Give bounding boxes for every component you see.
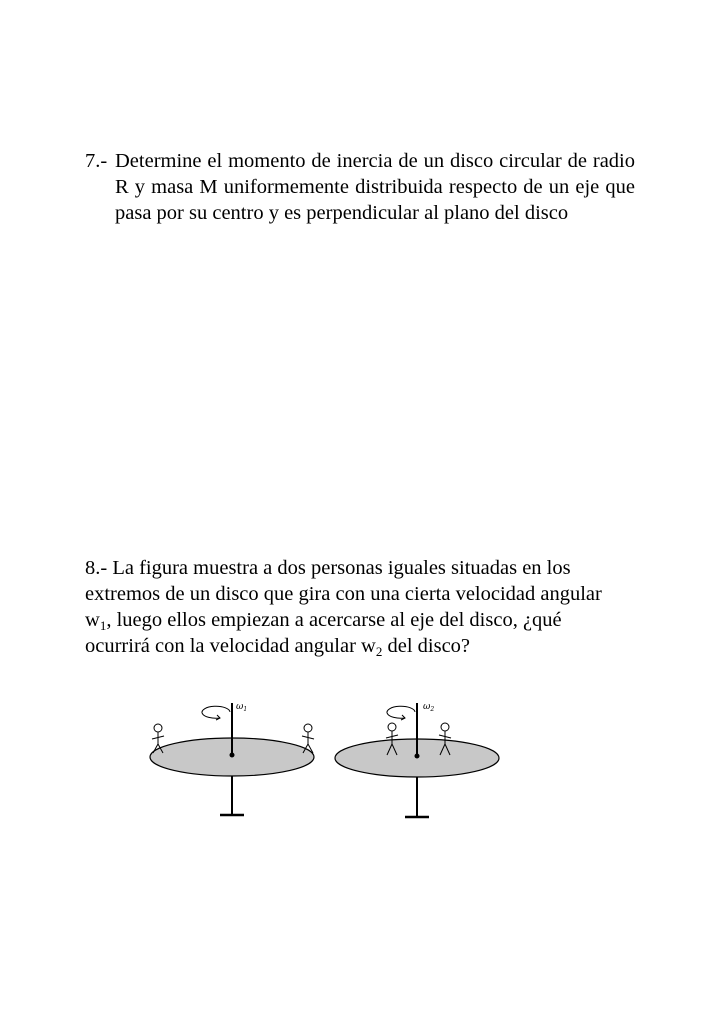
left-rotation-arrow: [202, 706, 230, 718]
right-rotation-arrow: [387, 706, 415, 718]
problem-8-line-3: [85, 607, 645, 633]
problem-7: [85, 148, 635, 226]
problem-8-line-4: [85, 633, 645, 659]
right-omega-label: $\omega_2$: [423, 702, 435, 713]
problem-7-number: 7.-: [85, 150, 108, 172]
left-omega-label: $\omega_1$: [236, 702, 248, 713]
w2-subscript: 2: [375, 644, 383, 659]
problem-7-text: Determine el momento de inercia de un disco circular de radio R y masa M uniformemente distribuida respecto de un eje que pasa por su centro y es perpendicular al plano del disco: [115, 150, 635, 224]
problem-8-line-1: 8.- La figura muestra a dos personas iguales situadas en los: [85, 557, 571, 579]
problem-8-line-4-rest: del disco?: [382, 635, 471, 657]
left-axis-center: [230, 753, 235, 758]
left-disc-assembly: [150, 702, 314, 815]
problem-8-line-4-pre: ocurrirá con la velocidad angular w: [85, 635, 376, 657]
problem-8: [85, 555, 645, 659]
w1-variable: w: [85, 609, 100, 631]
w1-subscript: 1: [99, 618, 107, 633]
right-arrow-head: [401, 715, 405, 720]
rotating-discs-figure: [140, 695, 520, 825]
right-disc-assembly: [335, 702, 499, 817]
left-arrow-head: [216, 715, 220, 720]
problem-8-line-3-rest: , luego ellos empiezan a acercarse al eje del disco, ¿qué: [106, 609, 562, 631]
problem-8-line-2: extremos de un disco que gira con una cierta velocidad angular: [85, 583, 602, 605]
right-axis-center: [415, 754, 420, 759]
